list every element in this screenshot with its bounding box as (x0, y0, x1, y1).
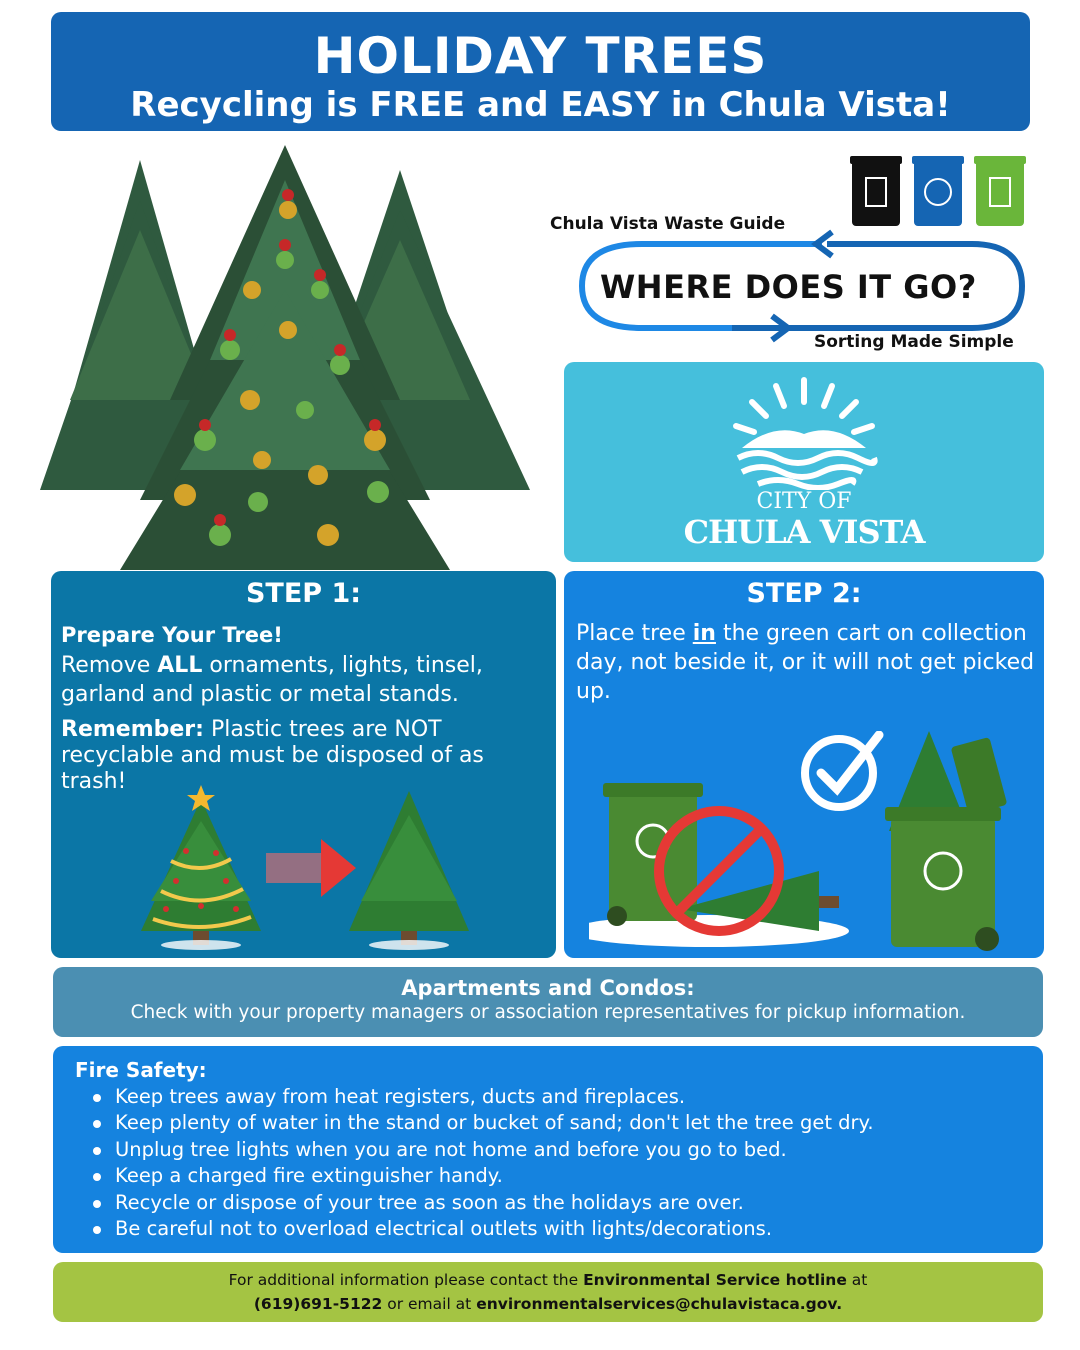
footer-line-1 (53, 1268, 1043, 1292)
city-logo-icon (724, 372, 884, 490)
remember-label: Remember: (61, 717, 204, 742)
apartments-title: Apartments and Condos: (401, 976, 695, 1000)
list-item: Keep plenty of water in the stand or bucket of sand; don't let the tree get dry. (115, 1110, 874, 1136)
prep-body (61, 651, 551, 709)
footer-line-2 (53, 1292, 1043, 1316)
correct-cart-icon (885, 731, 1007, 951)
step1-title: STEP 1: (245, 578, 362, 609)
city-of-label: CITY OF (756, 489, 852, 514)
contact-footer (53, 1262, 1043, 1322)
step2-text-emph: in (692, 621, 716, 646)
step2-text-before: Place tree (576, 621, 693, 646)
step2-panel (564, 571, 1044, 958)
waste-guide (550, 208, 1050, 358)
hotline-label: Environmental Service hotline (583, 1271, 847, 1289)
arrow-right-icon (266, 839, 356, 897)
contact-email-link[interactable]: environmentalservices@chulavistaca.gov. (476, 1295, 843, 1313)
list-item: Keep trees away from heat registers, ducts and fireplaces. (115, 1084, 874, 1110)
fire-safety-panel (53, 1046, 1043, 1253)
list-item: Keep a charged fire extinguisher handy. (115, 1163, 874, 1189)
list-item: Be careful not to overload electrical outlets with lights/decorations. (115, 1216, 874, 1242)
apartments-body: Check with your property managers or association representatives for pickup information. (130, 1002, 966, 1023)
remember-text: Plastic trees are NOT recyclable and must be disposed of as trash! (61, 717, 484, 794)
cart-placement-icon (589, 731, 1029, 953)
step2-text-after: the green cart on collection day, not beside it, or it will not get picked up. (576, 621, 1035, 704)
prep-text-strong: ALL (157, 653, 203, 678)
footer-text-before: For additional information please contact the (228, 1271, 584, 1289)
fire-safety-list (115, 1084, 874, 1242)
guide-subtitle: Sorting Made Simple (814, 332, 1014, 352)
list-item: Recycle or dispose of your tree as soon as the holidays are over. (115, 1190, 874, 1216)
undecorate-tree-icon (131, 781, 531, 951)
page-subtitle: Recycling is FREE and EASY in Chula Vista! (130, 85, 951, 125)
hotline-phone[interactable]: (619)691-5122 (253, 1295, 383, 1313)
guide-label: Chula Vista Waste Guide (550, 214, 786, 234)
step1-panel (51, 571, 556, 958)
list-item: Unplug tree lights when you are not home and before you go to bed. (115, 1137, 874, 1163)
decorated-tree-icon (141, 785, 261, 950)
header-banner (51, 12, 1030, 131)
check-mark-icon (805, 735, 879, 807)
step2-body (576, 619, 1036, 706)
city-name-label: CHULA VISTA (683, 513, 925, 551)
guide-title: WHERE DOES IT GO? (600, 268, 977, 306)
footer-text-email: or email at (382, 1295, 477, 1313)
step2-title: STEP 2: (746, 578, 862, 609)
prep-text-before: Remove (61, 653, 158, 678)
city-logo-panel (564, 362, 1044, 562)
fire-safety-title: Fire Safety: (75, 1058, 207, 1082)
page-title: HOLIDAY TREES (313, 27, 768, 85)
footer-text-mid: at (846, 1271, 868, 1289)
prep-text-after: ornaments, lights, tinsel, garland and plastic or metal stands. (61, 653, 483, 707)
prep-title: Prepare Your Tree! (61, 623, 283, 647)
decorated-trees-icon (30, 140, 550, 570)
apartments-panel (53, 967, 1043, 1037)
bare-tree-icon (349, 791, 469, 950)
